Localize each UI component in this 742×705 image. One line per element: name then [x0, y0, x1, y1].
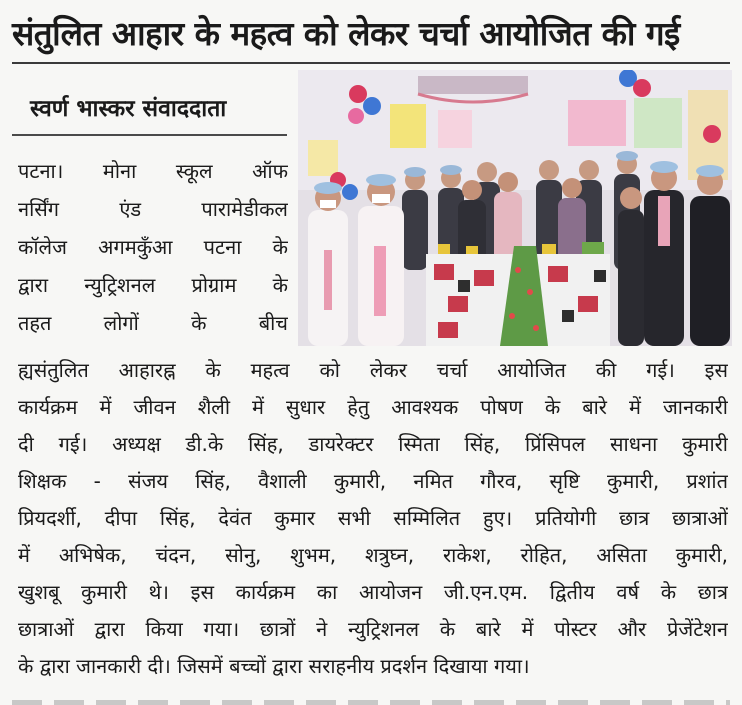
column-line: द्वारा न्युट्रिशनल प्रोग्राम के — [18, 273, 288, 297]
column-line: नर्सिंग एंड पारामेडीकल — [18, 197, 288, 221]
body-line: में अभिषेक, चंदन, सोनु, शुभम, शत्रुघ्न, राकेश, रोहित, असिता कुमारी, — [18, 543, 728, 567]
body-line: कार्यक्रम में जीवन शैली में सुधार हेतु आवश्यक पोषण के बारे में जानकारी — [18, 395, 728, 419]
body-line: के द्वारा जानकारी दी। जिसमें बच्चों द्वारा सराहनीय प्रदर्शन दिखाया गया। — [18, 654, 530, 678]
headline-rule — [12, 62, 730, 64]
body-line: छात्राओं द्वारा किया गया। छात्रों ने न्युट्रिशनल के बारे में पोस्टर और प्रेजेंटेशन — [18, 617, 728, 641]
column-line: तहत लोगों के बीच — [18, 311, 288, 335]
byline: स्वर्ण भास्कर संवाददाता — [30, 96, 227, 122]
body-line: प्रियदर्शी, दीपा सिंह, देवंत कुमार सभी सम्मिलित हुए। प्रतियोगी छात्र छात्राओं — [18, 506, 728, 530]
body-line: ह्यसंतुलित आहारह्न के महत्व को लेकर चर्चा आयोजित की गई। इस — [18, 358, 728, 382]
clipping-edge — [12, 700, 730, 705]
body-line: शिक्षक - संजय सिंह, वैशाली कुमारी, नमित गौरव, सृष्टि कुमारी, प्रशांत — [18, 469, 728, 493]
byline-rule — [12, 134, 287, 136]
event-photo-illustration — [298, 70, 732, 346]
column-line: कॉलेज अगमकुँआ पटना के — [18, 235, 288, 259]
column-line: पटना। मोना स्कूल ऑफ — [18, 159, 288, 183]
headline: संतुलित आहार के महत्व को लेकर चर्चा आयोजित की गई — [12, 14, 680, 53]
event-photo — [298, 70, 732, 346]
body-line: दी गई। अध्यक्ष डी.के सिंह, डायरेक्टर स्मिता सिंह, प्रिंसिपल साधना कुमारी — [18, 432, 728, 456]
body-line: खुशबू कुमारी थे। इस कार्यक्रम का आयोजन जी.एन.एम. द्वितीय वर्ष के छात्र — [18, 580, 728, 604]
